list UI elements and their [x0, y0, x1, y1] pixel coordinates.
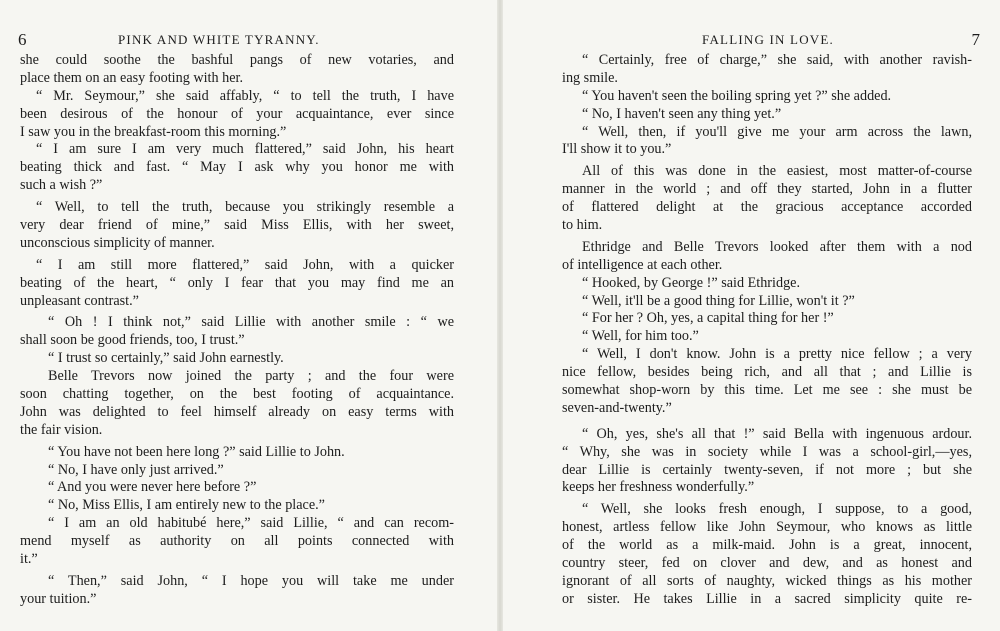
- text-line: of intelligence at each other.: [562, 256, 723, 273]
- text-line: mend myself as authority on all points connected with: [20, 533, 454, 550]
- text-line: keeps her freshness wonderfully.”: [562, 479, 755, 496]
- text-line: she could soothe the bashful pangs of new votaries, and: [20, 52, 454, 68]
- text-line: All of this was done in the easiest, most matter-of-course: [582, 163, 972, 180]
- text-line: “ You have not been here long ?” said Lillie to John.: [48, 443, 345, 460]
- text-line: to him.: [562, 217, 603, 234]
- text-line: “ I trust so certainly,” said John earnestly.: [48, 350, 284, 367]
- text-line: nice fellow, besides being rich, and all that ; and Lillie is: [562, 364, 972, 381]
- text-line: “ I am an old habitubé here,” said Lillie, “ and can recom-: [48, 515, 454, 532]
- text-line: “ Why, she was in society while I was a school-girl,—yes,: [562, 443, 972, 460]
- page-number: 7: [971, 30, 980, 49]
- text-line: country steer, fed on clover and dew, and as honest and: [562, 555, 972, 572]
- text-line: “ No, I have only just arrived.”: [48, 461, 224, 478]
- text-line: “ Then,” said John, “ I hope you will take me under: [48, 572, 454, 589]
- text-line: Ethridge and Belle Trevors looked after them with a nod: [582, 238, 972, 255]
- text-line: “ Well, I don't know. John is a pretty nice fellow ; a very: [582, 346, 972, 363]
- text-line: such a wish ?”: [20, 177, 103, 194]
- text-line: seven-and-twenty.”: [562, 399, 672, 416]
- text-line: your tuition.”: [20, 590, 97, 607]
- text-line: been desirous of the honour of your acquaintance, ever since: [20, 105, 454, 122]
- text-line: the fair vision.: [20, 421, 103, 438]
- running-title: FALLING IN LOVE.: [702, 32, 834, 47]
- text-line: ignorant of all sorts of naughty, wicked things as his mother: [562, 572, 972, 589]
- text-line: unpleasant contrast.”: [20, 292, 139, 309]
- text-line: of flattered delight at the gracious acceptance accorded: [562, 199, 972, 216]
- text-line: beating thick and fast. “ May I ask why you honor me with: [20, 159, 454, 176]
- text-line: beating of the heart, “ only I fear that you may find me an: [20, 274, 454, 291]
- text-line: John was delighted to feel himself already on easy terms with: [20, 403, 454, 420]
- text-line: “ I am still more flattered,” said John, with a quicker: [36, 256, 454, 273]
- right-page: [500, 0, 1000, 631]
- text-line: “ For her ? Oh, yes, a capital thing for her !”: [582, 310, 834, 327]
- text-line: manner in the world ; and off they started, John in a flutter: [562, 181, 972, 198]
- text-line: “ Oh, yes, she's all that !” said Bella with ingenuous ardour.: [582, 425, 972, 442]
- text-line: “ Oh ! I think not,” said Lillie with another smile : “ we: [48, 314, 454, 331]
- text-line: somewhat shop-worn by this time. Let me see : she must be: [562, 382, 972, 399]
- text-line: “ Well, then, if you'll give me your arm across the lawn,: [582, 123, 972, 140]
- text-line: “ And you were never here before ?”: [48, 479, 257, 496]
- text-line: “ You haven't seen the boiling spring yet ?” she added.: [582, 87, 892, 104]
- left-page-text: [20, 52, 454, 609]
- left-page-header: [18, 30, 438, 52]
- text-line: it.”: [20, 551, 38, 568]
- text-line: “ Hooked, by George !” said Ethridge.: [582, 274, 801, 291]
- text-line: soon chatting together, on the best footing of acquaintance.: [20, 386, 454, 403]
- right-page-text: [562, 52, 972, 609]
- text-line: “ Well, for him too.”: [582, 328, 699, 345]
- text-line: dear Lillie is certainly twenty-seven, if not more ; but she: [562, 461, 972, 478]
- text-line: “ Certainly, free of charge,” she said, with another ravish-: [582, 52, 972, 68]
- text-line: Belle Trevors now joined the party ; and the four were: [48, 368, 454, 385]
- text-line: “ Well, she looks fresh enough, I suppose, to a good,: [582, 501, 972, 518]
- text-line: very dear friend of mine,” said Miss Ellis, with her sweet,: [20, 217, 454, 234]
- text-line: “ No, I haven't seen any thing yet.”: [582, 105, 782, 122]
- text-line: place them on an easy footing with her.: [20, 69, 243, 86]
- text-line: or sister. He takes Lillie in a sacred simplicity quite re-: [562, 590, 972, 607]
- page-number: 6: [18, 30, 27, 49]
- text-line: I'll show it to you.”: [562, 141, 672, 158]
- text-line: honest, artless fellow like John Seymour, who knows as little: [562, 519, 972, 536]
- text-line: “ Mr. Seymour,” she said affably, “ to tell the truth, I have: [36, 87, 454, 104]
- right-page-header: [570, 30, 980, 52]
- text-line: I saw you in the breakfast-room this morning.”: [20, 123, 287, 140]
- text-line: “ Well, it'll be a good thing for Lillie, won't it ?”: [582, 292, 855, 309]
- text-line: “ I am sure I am very much flattered,” said John, his heart: [36, 141, 454, 158]
- text-line: ing smile.: [562, 69, 618, 86]
- text-line: shall soon be good friends, too, I trust.”: [20, 332, 245, 349]
- text-line: of the world as a milk-maid. John is a great, innocent,: [562, 537, 972, 554]
- text-line: unconscious simplicity of manner.: [20, 234, 215, 251]
- running-title: PINK AND WHITE TYRANNY.: [118, 32, 320, 47]
- text-line: “ No, Miss Ellis, I am entirely new to the place.”: [48, 497, 325, 514]
- text-line: “ Well, to tell the truth, because you strikingly resemble a: [36, 199, 454, 216]
